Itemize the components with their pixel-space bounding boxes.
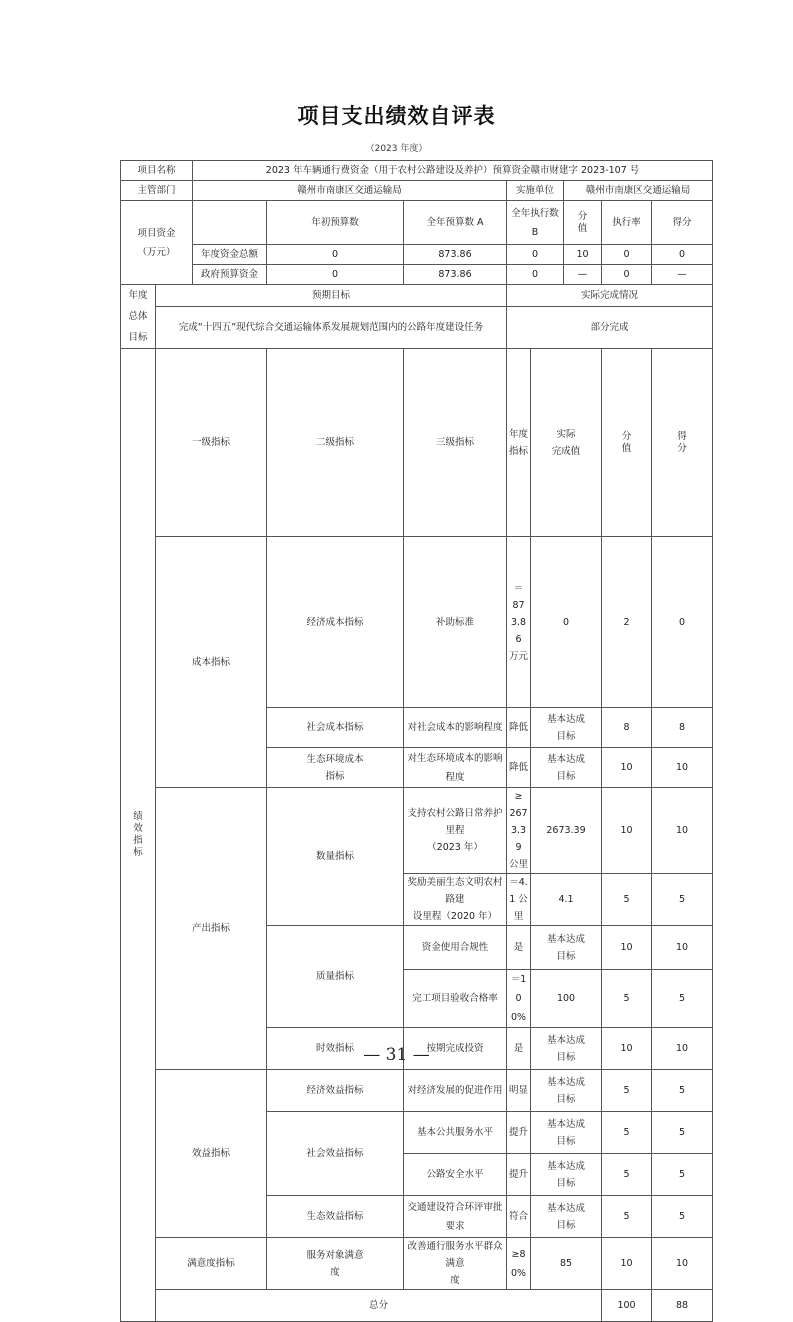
level1-benefit: 效益指标 <box>156 1070 267 1238</box>
level1-cost: 成本指标 <box>156 537 267 788</box>
target-cell: 符合 <box>507 1196 531 1238</box>
funds-cell: — <box>564 265 602 285</box>
funds-row-name: 年度资金总额 <box>193 245 267 265</box>
indicator-row <box>121 537 713 708</box>
funds-cell: 0 <box>602 265 652 285</box>
level3-cell: 补助标准 <box>404 537 507 708</box>
target-cell: 降低 <box>507 708 531 748</box>
project-name: 2023 年车辆通行费资金（用于农村公路建设及养护）预算资金赣市财建字 2023-107 号 <box>193 161 713 181</box>
funds-cell: 0 <box>267 245 404 265</box>
funds-cell: 873.86 <box>404 265 507 285</box>
funds-header-weight: 分 值 <box>564 201 602 245</box>
funds-header-score: 得分 <box>652 201 713 245</box>
actual-cell: 基本达成 目标 <box>531 748 602 788</box>
actual-cell: 基本达成 目标 <box>531 1112 602 1154</box>
score-cell: 5 <box>652 970 713 1028</box>
actual-cell: 基本达成 目标 <box>531 1196 602 1238</box>
indicator-header: 年度 指标 <box>507 349 531 537</box>
indicator-row <box>121 788 713 874</box>
actual-cell: 4.1 <box>531 874 602 926</box>
level2-cell: 经济效益指标 <box>267 1070 404 1112</box>
level2-cell: 生态效益指标 <box>267 1196 404 1238</box>
level3-cell: 改善通行服务水平群众满意 度 <box>404 1238 507 1290</box>
score-cell: 8 <box>652 708 713 748</box>
dept-label: 主管部门 <box>121 181 193 201</box>
row-funds-gov <box>121 265 713 285</box>
funds-header-executed: 全年执行数 B <box>507 201 564 245</box>
target-cell: ＝100% <box>507 970 531 1028</box>
row-total <box>121 1290 713 1322</box>
level2-cell: 数量指标 <box>267 788 404 926</box>
score-cell: 10 <box>652 926 713 970</box>
funds-cell: 0 <box>602 245 652 265</box>
target-cell: ＝4.1 公 里 <box>507 874 531 926</box>
level3-cell: 对经济发展的促进作用 <box>404 1070 507 1112</box>
dept-value: 赣州市南康区交通运输局 <box>193 181 507 201</box>
indicators-label: 绩 效 指 标 <box>121 349 156 1322</box>
indicator-header: 一级指标 <box>156 349 267 537</box>
weight-cell: 10 <box>602 748 652 788</box>
weight-cell: 10 <box>602 926 652 970</box>
indicator-header: 二级指标 <box>267 349 404 537</box>
level2-cell: 时效指标 <box>267 1028 404 1070</box>
level3-cell: 对社会成本的影响程度 <box>404 708 507 748</box>
goals-actual: 部分完成 <box>507 307 713 349</box>
page-number: — 31 — <box>363 1045 430 1065</box>
level2-cell: 社会成本指标 <box>267 708 404 748</box>
weight-cell: 5 <box>602 1112 652 1154</box>
actual-cell: 0 <box>531 537 602 708</box>
score-cell: 5 <box>652 874 713 926</box>
row-funds-total <box>121 245 713 265</box>
impl-value: 赣州市南康区交通运输局 <box>564 181 713 201</box>
weight-cell: 10 <box>602 1028 652 1070</box>
score-cell: 5 <box>652 1154 713 1196</box>
weight-cell: 5 <box>602 1070 652 1112</box>
funds-header-initial: 年初预算数 <box>267 201 404 245</box>
target-cell: ＝ 873.86 万元 <box>507 537 531 708</box>
row-department <box>121 181 713 201</box>
indicator-row <box>121 1238 713 1290</box>
weight-cell: 5 <box>602 874 652 926</box>
actual-cell: 基本达成 目标 <box>531 1070 602 1112</box>
report-year: （2023 年度） <box>365 144 428 154</box>
target-cell: 是 <box>507 1028 531 1070</box>
score-cell: 10 <box>652 788 713 874</box>
target-cell: ≥80% <box>507 1238 531 1290</box>
goals-expected-label: 预期目标 <box>156 285 507 307</box>
goals-expected: 完成“十四五”现代综合交通运输体系发展规划范围内的公路年度建设任务 <box>156 307 507 349</box>
score-cell: 5 <box>652 1196 713 1238</box>
funds-cell: 0 <box>267 265 404 285</box>
score-cell: 10 <box>652 748 713 788</box>
evaluation-table <box>120 160 713 1322</box>
score-cell: 5 <box>652 1070 713 1112</box>
total-score: 88 <box>652 1290 713 1322</box>
level1-output: 产出指标 <box>156 788 267 1070</box>
row-project-name <box>121 161 713 181</box>
actual-cell: 2673.39 <box>531 788 602 874</box>
weight-cell: 8 <box>602 708 652 748</box>
project-name-label: 项目名称 <box>121 161 193 181</box>
row-goals-header <box>121 285 713 307</box>
funds-label: 项目资金 （万元） <box>121 201 193 285</box>
indicator-header: 得 分 <box>652 349 713 537</box>
funds-header-rate: 执行率 <box>602 201 652 245</box>
target-cell: 提升 <box>507 1154 531 1196</box>
level3-cell: 对生态环境成本的影响程度 <box>404 748 507 788</box>
target-cell: 明显 <box>507 1070 531 1112</box>
page-title: 项目支出绩效自评表 <box>297 104 496 128</box>
row-goals-content <box>121 307 713 349</box>
goals-actual-label: 实际完成情况 <box>507 285 713 307</box>
total-label: 总分 <box>156 1290 602 1322</box>
level3-cell: 交通建设符合环评审批要求 <box>404 1196 507 1238</box>
funds-cell: 0 <box>652 245 713 265</box>
score-cell: 10 <box>652 1238 713 1290</box>
indicator-header: 实际 完成值 <box>531 349 602 537</box>
funds-cell: 0 <box>507 245 564 265</box>
weight-cell: 10 <box>602 1238 652 1290</box>
actual-cell: 85 <box>531 1238 602 1290</box>
actual-cell: 基本达成 目标 <box>531 926 602 970</box>
actual-cell: 100 <box>531 970 602 1028</box>
level2-cell: 质量指标 <box>267 926 404 1028</box>
score-cell: 5 <box>652 1112 713 1154</box>
level1-satisfaction: 满意度指标 <box>156 1238 267 1290</box>
impl-label: 实施单位 <box>507 181 564 201</box>
indicator-header: 三级指标 <box>404 349 507 537</box>
level2-cell: 社会效益指标 <box>267 1112 404 1196</box>
level3-cell: 资金使用合规性 <box>404 926 507 970</box>
target-cell: 降低 <box>507 748 531 788</box>
weight-cell: 10 <box>602 788 652 874</box>
funds-row-name: 政府预算资金 <box>193 265 267 285</box>
row-indicator-header <box>121 349 713 537</box>
actual-cell: 基本达成 目标 <box>531 708 602 748</box>
funds-cell: 10 <box>564 245 602 265</box>
actual-cell: 基本达成 目标 <box>531 1028 602 1070</box>
indicator-header: 分 值 <box>602 349 652 537</box>
weight-cell: 5 <box>602 970 652 1028</box>
level2-cell: 服务对象满意 度 <box>267 1238 404 1290</box>
funds-cell: 0 <box>507 265 564 285</box>
level3-cell: 按期完成投资 <box>404 1028 507 1070</box>
level3-cell: 支持农村公路日常养护里程 （2023 年） <box>404 788 507 874</box>
level3-cell: 基本公共服务水平 <box>404 1112 507 1154</box>
level2-cell: 生态环境成本 指标 <box>267 748 404 788</box>
score-cell: 10 <box>652 1028 713 1070</box>
row-funds-header <box>121 201 713 245</box>
level2-cell: 经济成本指标 <box>267 537 404 708</box>
level3-cell: 公路安全水平 <box>404 1154 507 1196</box>
target-cell: ≥ 2673.39 公里 <box>507 788 531 874</box>
total-weight: 100 <box>602 1290 652 1322</box>
level3-cell: 完工项目验收合格率 <box>404 970 507 1028</box>
level3-cell: 奖励美丽生态文明农村路建 设里程（2020 年） <box>404 874 507 926</box>
funds-header-annual: 全年预算数 A <box>404 201 507 245</box>
target-cell: 提升 <box>507 1112 531 1154</box>
indicator-row <box>121 1070 713 1112</box>
actual-cell: 基本达成 目标 <box>531 1154 602 1196</box>
weight-cell: 2 <box>602 537 652 708</box>
goals-label: 年度 总体 目标 <box>121 285 156 349</box>
funds-cell: — <box>652 265 713 285</box>
target-cell: 是 <box>507 926 531 970</box>
funds-cell: 873.86 <box>404 245 507 265</box>
weight-cell: 5 <box>602 1196 652 1238</box>
score-cell: 0 <box>652 537 713 708</box>
weight-cell: 5 <box>602 1154 652 1196</box>
